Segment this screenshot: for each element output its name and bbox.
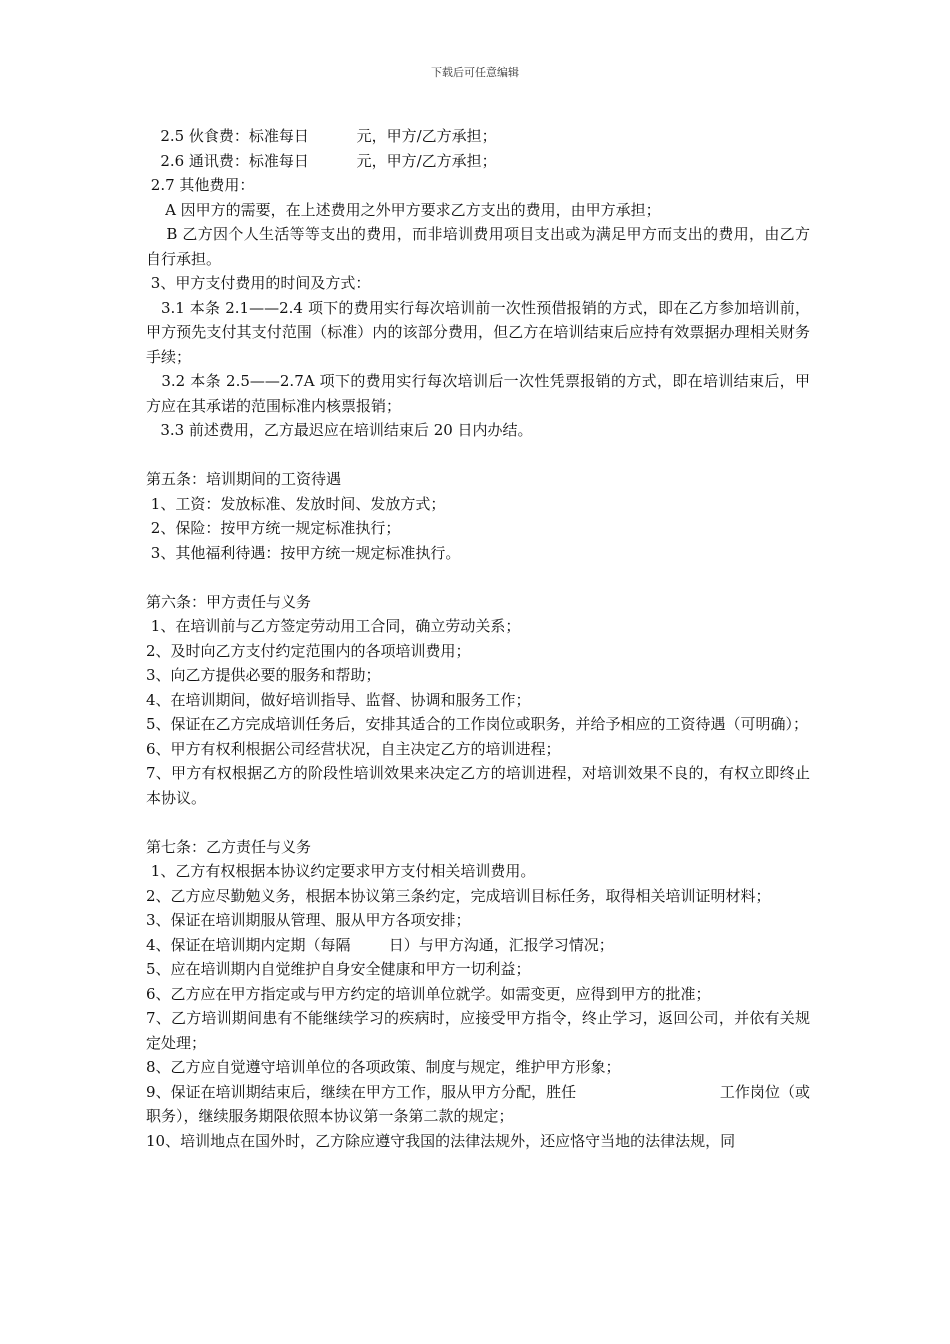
paragraph: 4、在培训期间，做好培训指导、监督、协调和服务工作； bbox=[146, 690, 531, 709]
paragraph: 10、培训地点在国外时，乙方除应遵守我国的法律法规外，还应恪守当地的法律法规，同 bbox=[146, 1131, 736, 1150]
blank-line bbox=[146, 565, 810, 590]
paragraph: 3、向乙方提供必要的服务和帮助； bbox=[146, 666, 381, 684]
paragraph: 1、乙方有权根据本协议约定要求甲方支付相关培训费用。 bbox=[146, 862, 536, 880]
paragraph: 9、保证在培训期结束后，继续在甲方工作，服从甲方分配，胜任 工作岗位（或职务），继续服务期限依照本协议第一条第二款的规定； bbox=[146, 1082, 810, 1125]
page-header: 下载后可任意编辑 bbox=[431, 66, 519, 79]
paragraph: 2.5 伙食费：标准每日 元，甲方/乙方承担； bbox=[146, 127, 497, 145]
paragraph: 4、保证在培训期内定期（每隔 日）与甲方沟通，汇报学习情况； bbox=[146, 935, 614, 954]
paragraph: A 因甲方的需要，在上述费用之外甲方要求乙方支出的费用，由甲方承担； bbox=[146, 200, 661, 219]
paragraph: 2、及时向乙方支付约定范围内的各项培训费用； bbox=[146, 641, 471, 660]
paragraph: 5、保证在乙方完成培训任务后，安排其适合的工作岗位或职务，并给予相应的工资待遇（可明确）； bbox=[146, 715, 809, 733]
paragraph: B 乙方因个人生活等等支出的费用，而非培训费用项目支出或为满足甲方而支出的费用，由乙方自行承担。 bbox=[146, 225, 810, 268]
paragraph: 6、乙方应在甲方指定或与甲方约定的培训单位就学。如需变更，应得到甲方的批准； bbox=[146, 984, 711, 1003]
paragraph: 1、工资：发放标准、发放时间、发放方式； bbox=[146, 494, 446, 513]
paragraph: 3.1 本条 2.1——2.4 项下的费用实行每次培训前一次性预借报销的方式，即在乙方参加培训前，甲方预先支付其支付范围（标准）内的该部分费用，但乙方在培训结束后应持有效票据办理相关财务手续； bbox=[146, 298, 810, 366]
blank-line bbox=[146, 810, 810, 835]
paragraph: 7、甲方有权根据乙方的阶段性培训效果来决定乙方的培训进程，对培训效果不良的，有权立即终止本协议。 bbox=[146, 764, 810, 807]
paragraph: 2.6 通讯费：标准每日 元，甲方/乙方承担； bbox=[146, 151, 497, 170]
paragraph: 3、其他福利待遇：按甲方统一规定标准执行。 bbox=[146, 543, 461, 562]
paragraph: 第七条：乙方责任与义务 bbox=[146, 837, 312, 856]
blank-line bbox=[146, 443, 810, 468]
paragraph: 2、保险：按甲方统一规定标准执行； bbox=[146, 519, 401, 537]
paragraph: 第五条：培训期间的工资待遇 bbox=[146, 470, 342, 488]
paragraph: 1、在培训前与乙方签定劳动用工合同，确立劳动关系； bbox=[146, 617, 521, 635]
paragraph: 7、乙方培训期间患有不能继续学习的疾病时，应接受甲方指令，终止学习，返回公司，并依有关规定处理； bbox=[146, 1009, 810, 1052]
paragraph: 8、乙方应自觉遵守培训单位的各项政策、制度与规定，维护甲方形象； bbox=[146, 1058, 621, 1076]
paragraph: 3、保证在培训期服从管理、服从甲方各项安排； bbox=[146, 911, 471, 929]
document-body bbox=[146, 124, 810, 1153]
paragraph: 3、甲方支付费用的时间及方式： bbox=[146, 274, 371, 292]
paragraph: 6、甲方有权利根据公司经营状况，自主决定乙方的培训进程； bbox=[146, 739, 561, 758]
paragraph: 第六条：甲方责任与义务 bbox=[146, 592, 312, 611]
paragraph: 3.2 本条 2.5——2.7A 项下的费用实行每次培训后一次性凭票报销的方式，即在培训结束后，甲方应在其承诺的范围标准内核票报销； bbox=[146, 372, 810, 415]
paragraph: 2、乙方应尽勤勉义务，根据本协议第三条约定，完成培训目标任务，取得相关培训证明材料； bbox=[146, 886, 771, 905]
paragraph: 2.7 其他费用： bbox=[146, 176, 255, 194]
paragraph: 5、应在培训期内自觉维护自身安全健康和甲方一切利益； bbox=[146, 960, 531, 978]
paragraph: 3.3 前述费用，乙方最迟应在培训结束后 20 日内办结。 bbox=[146, 421, 533, 439]
